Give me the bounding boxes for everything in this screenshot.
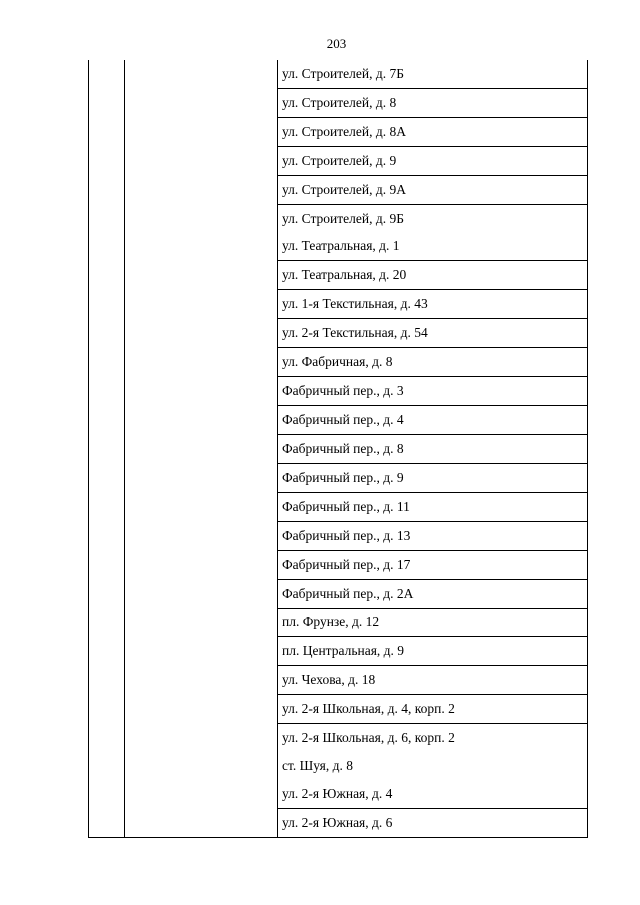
address-cell: ул. 1-я Текстильная, д. 43 bbox=[278, 290, 588, 319]
table-row bbox=[89, 60, 588, 88]
locality-column-cell bbox=[125, 60, 278, 838]
address-cell: Фабричный пер., д. 2А bbox=[278, 579, 588, 608]
address-table-body bbox=[89, 60, 588, 838]
address-cell: ул. 2-я Школьная, д. 6, корп. 2 bbox=[278, 724, 588, 752]
address-cell: ул. Строителей, д. 8 bbox=[278, 88, 588, 117]
address-cell: ул. Строителей, д. 9 bbox=[278, 146, 588, 175]
address-cell: Фабричный пер., д. 8 bbox=[278, 434, 588, 463]
address-cell: ул. Строителей, д. 9А bbox=[278, 175, 588, 204]
address-cell: ул. 2-я Южная, д. 6 bbox=[278, 808, 588, 837]
address-cell: пл. Фрунзе, д. 12 bbox=[278, 608, 588, 637]
address-cell: Фабричный пер., д. 13 bbox=[278, 521, 588, 550]
address-cell: Фабричный пер., д. 17 bbox=[278, 550, 588, 579]
address-cell: ст. Шуя, д. 8 bbox=[278, 752, 588, 780]
page-number: 203 bbox=[326, 36, 347, 51]
address-table bbox=[88, 60, 588, 838]
address-cell: Фабричный пер., д. 9 bbox=[278, 463, 588, 492]
address-cell: ул. Строителей, д. 9Б bbox=[278, 204, 588, 232]
address-cell: ул. 2-я Текстильная, д. 54 bbox=[278, 319, 588, 348]
address-cell: ул. Театральная, д. 1 bbox=[278, 233, 588, 261]
number-column-cell bbox=[89, 60, 125, 838]
address-cell: ул. Строителей, д. 7Б bbox=[278, 60, 588, 88]
address-cell: ул. 2-я Южная, д. 4 bbox=[278, 780, 588, 808]
address-cell: Фабричный пер., д. 4 bbox=[278, 406, 588, 435]
address-cell: пл. Центральная, д. 9 bbox=[278, 637, 588, 666]
address-cell: ул. 2-я Школьная, д. 4, корп. 2 bbox=[278, 695, 588, 724]
address-cell: ул. Строителей, д. 8А bbox=[278, 117, 588, 146]
address-cell: ул. Театральная, д. 20 bbox=[278, 261, 588, 290]
address-cell: ул. Чехова, д. 18 bbox=[278, 666, 588, 695]
address-cell: Фабричный пер., д. 3 bbox=[278, 377, 588, 406]
address-cell: Фабричный пер., д. 11 bbox=[278, 492, 588, 521]
address-cell: ул. Фабричная, д. 8 bbox=[278, 348, 588, 377]
